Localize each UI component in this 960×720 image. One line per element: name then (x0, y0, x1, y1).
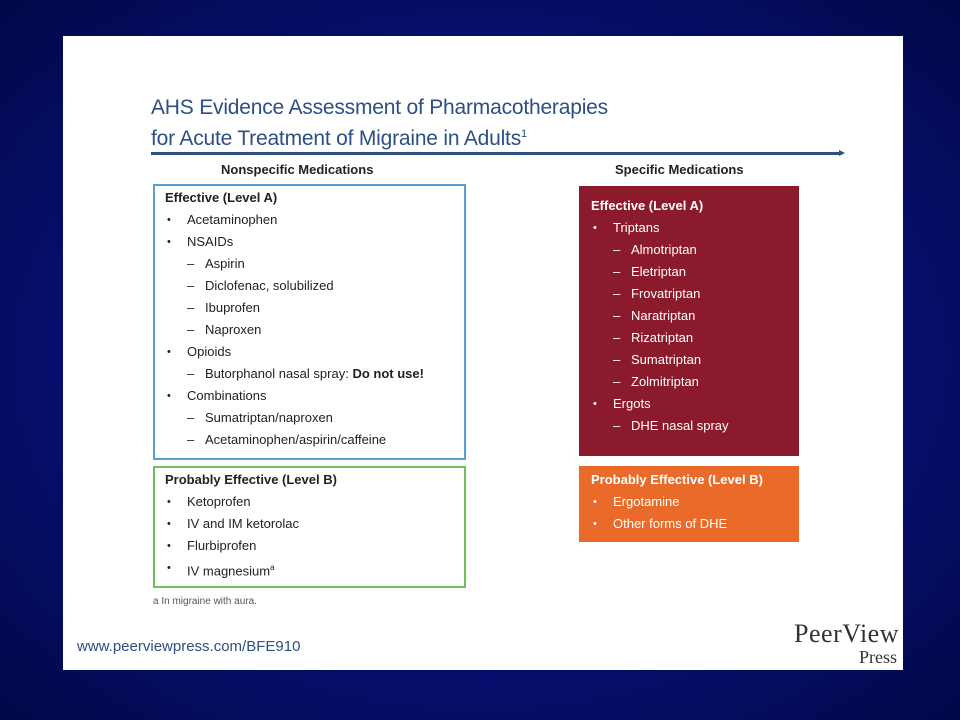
sub-list-item (591, 261, 787, 283)
specific-level-b-list (591, 491, 787, 535)
title-superscript: 1 (521, 128, 527, 140)
list-item-text: NSAIDs (187, 234, 234, 249)
list-item (165, 341, 454, 363)
warning-text: Do not use! (352, 366, 424, 381)
list-item-text: Ergotamine (613, 494, 680, 509)
nonspecific-level-a-box (153, 184, 466, 460)
list-item-text: Combinations (187, 388, 267, 403)
slide (63, 36, 903, 670)
logo-line-1: PeerView (794, 619, 899, 648)
list-item (165, 535, 454, 557)
box-header: Effective (Level A) (165, 190, 278, 205)
sub-list-item (591, 371, 787, 393)
list-item-text: Sumatriptan/naproxen (205, 410, 333, 425)
nonspecific-level-a-list (165, 209, 454, 451)
list-item-text: Diclofenac, solubilized (205, 278, 334, 293)
peerview-press-logo (794, 620, 899, 666)
sub-list-item (591, 283, 787, 305)
list-item-text: Ibuprofen (205, 300, 260, 315)
list-item-text: Rizatriptan (631, 330, 694, 345)
list-item-text: IV and IM ketorolac (187, 516, 299, 531)
list-item-text: Frovatriptan (631, 286, 701, 301)
sub-list-item (591, 327, 787, 349)
sub-list-item (591, 349, 787, 371)
title-line-2 (151, 121, 608, 152)
specific-level-a-list (591, 217, 787, 437)
list-item-text: Ketoprofen (187, 494, 251, 509)
list-item-text: Acetaminophen/aspirin/caffeine (205, 432, 387, 447)
sub-list-item (165, 407, 454, 429)
footnote-marker: a (270, 563, 275, 572)
list-item (165, 557, 454, 579)
list-item-text: Sumatriptan (631, 352, 702, 367)
list-item-text: Triptans (613, 220, 660, 235)
logo-line-2: Press (858, 647, 897, 667)
sub-list-item (591, 239, 787, 261)
box-header: Probably Effective (Level B) (591, 472, 763, 487)
list-item-text: Aspirin (205, 256, 245, 271)
title-line-2-text: for Acute Treatment of Migraine in Adults (151, 127, 521, 150)
sub-list-item (165, 429, 454, 451)
list-item (591, 217, 787, 239)
specific-heading: Specific Medications (615, 162, 744, 177)
list-item (165, 209, 454, 231)
slide-title (151, 94, 608, 152)
sub-list-item (165, 253, 454, 275)
list-item-text: Butorphanol nasal spray: (205, 366, 353, 381)
list-item-text: IV magnesium (187, 563, 271, 579)
sub-list-item (165, 319, 454, 341)
nonspecific-level-b-box (153, 466, 466, 588)
sub-list-item (165, 275, 454, 297)
list-item (591, 513, 787, 535)
list-item-text: Naratriptan (631, 308, 696, 323)
box-header: Probably Effective (Level B) (165, 472, 337, 487)
list-item (165, 385, 454, 407)
sub-list-item (591, 305, 787, 327)
list-item (165, 513, 454, 535)
list-item-text: Eletriptan (631, 264, 686, 279)
title-line-1: AHS Evidence Assessment of Pharmacotherapies (151, 96, 608, 119)
sub-list-item (165, 297, 454, 319)
list-item-text: Flurbiprofen (187, 538, 257, 553)
list-item-text: Zolmitriptan (631, 374, 699, 389)
list-item-text: Naproxen (205, 322, 262, 337)
list-item-text: Other forms of DHE (613, 516, 728, 531)
specific-level-a-box (579, 186, 799, 456)
list-item-text: Acetaminophen (187, 212, 278, 227)
title-divider (151, 152, 841, 155)
sub-list-item (165, 363, 454, 385)
list-item (591, 491, 787, 513)
list-item-text: Almotriptan (631, 242, 697, 257)
footnote: a In migraine with aura. (153, 596, 257, 607)
list-item-text: Opioids (187, 344, 232, 359)
list-item-text: Ergots (613, 396, 651, 411)
website-link[interactable]: www.peerviewpress.com/BFE910 (77, 638, 301, 655)
list-item-text: DHE nasal spray (631, 418, 729, 433)
box-header: Effective (Level A) (591, 198, 704, 213)
nonspecific-heading: Nonspecific Medications (221, 162, 374, 177)
nonspecific-level-b-list (165, 491, 454, 579)
list-item (165, 231, 454, 253)
list-item (591, 393, 787, 415)
specific-level-b-box (579, 466, 799, 542)
list-item (165, 491, 454, 513)
sub-list-item (591, 415, 787, 437)
